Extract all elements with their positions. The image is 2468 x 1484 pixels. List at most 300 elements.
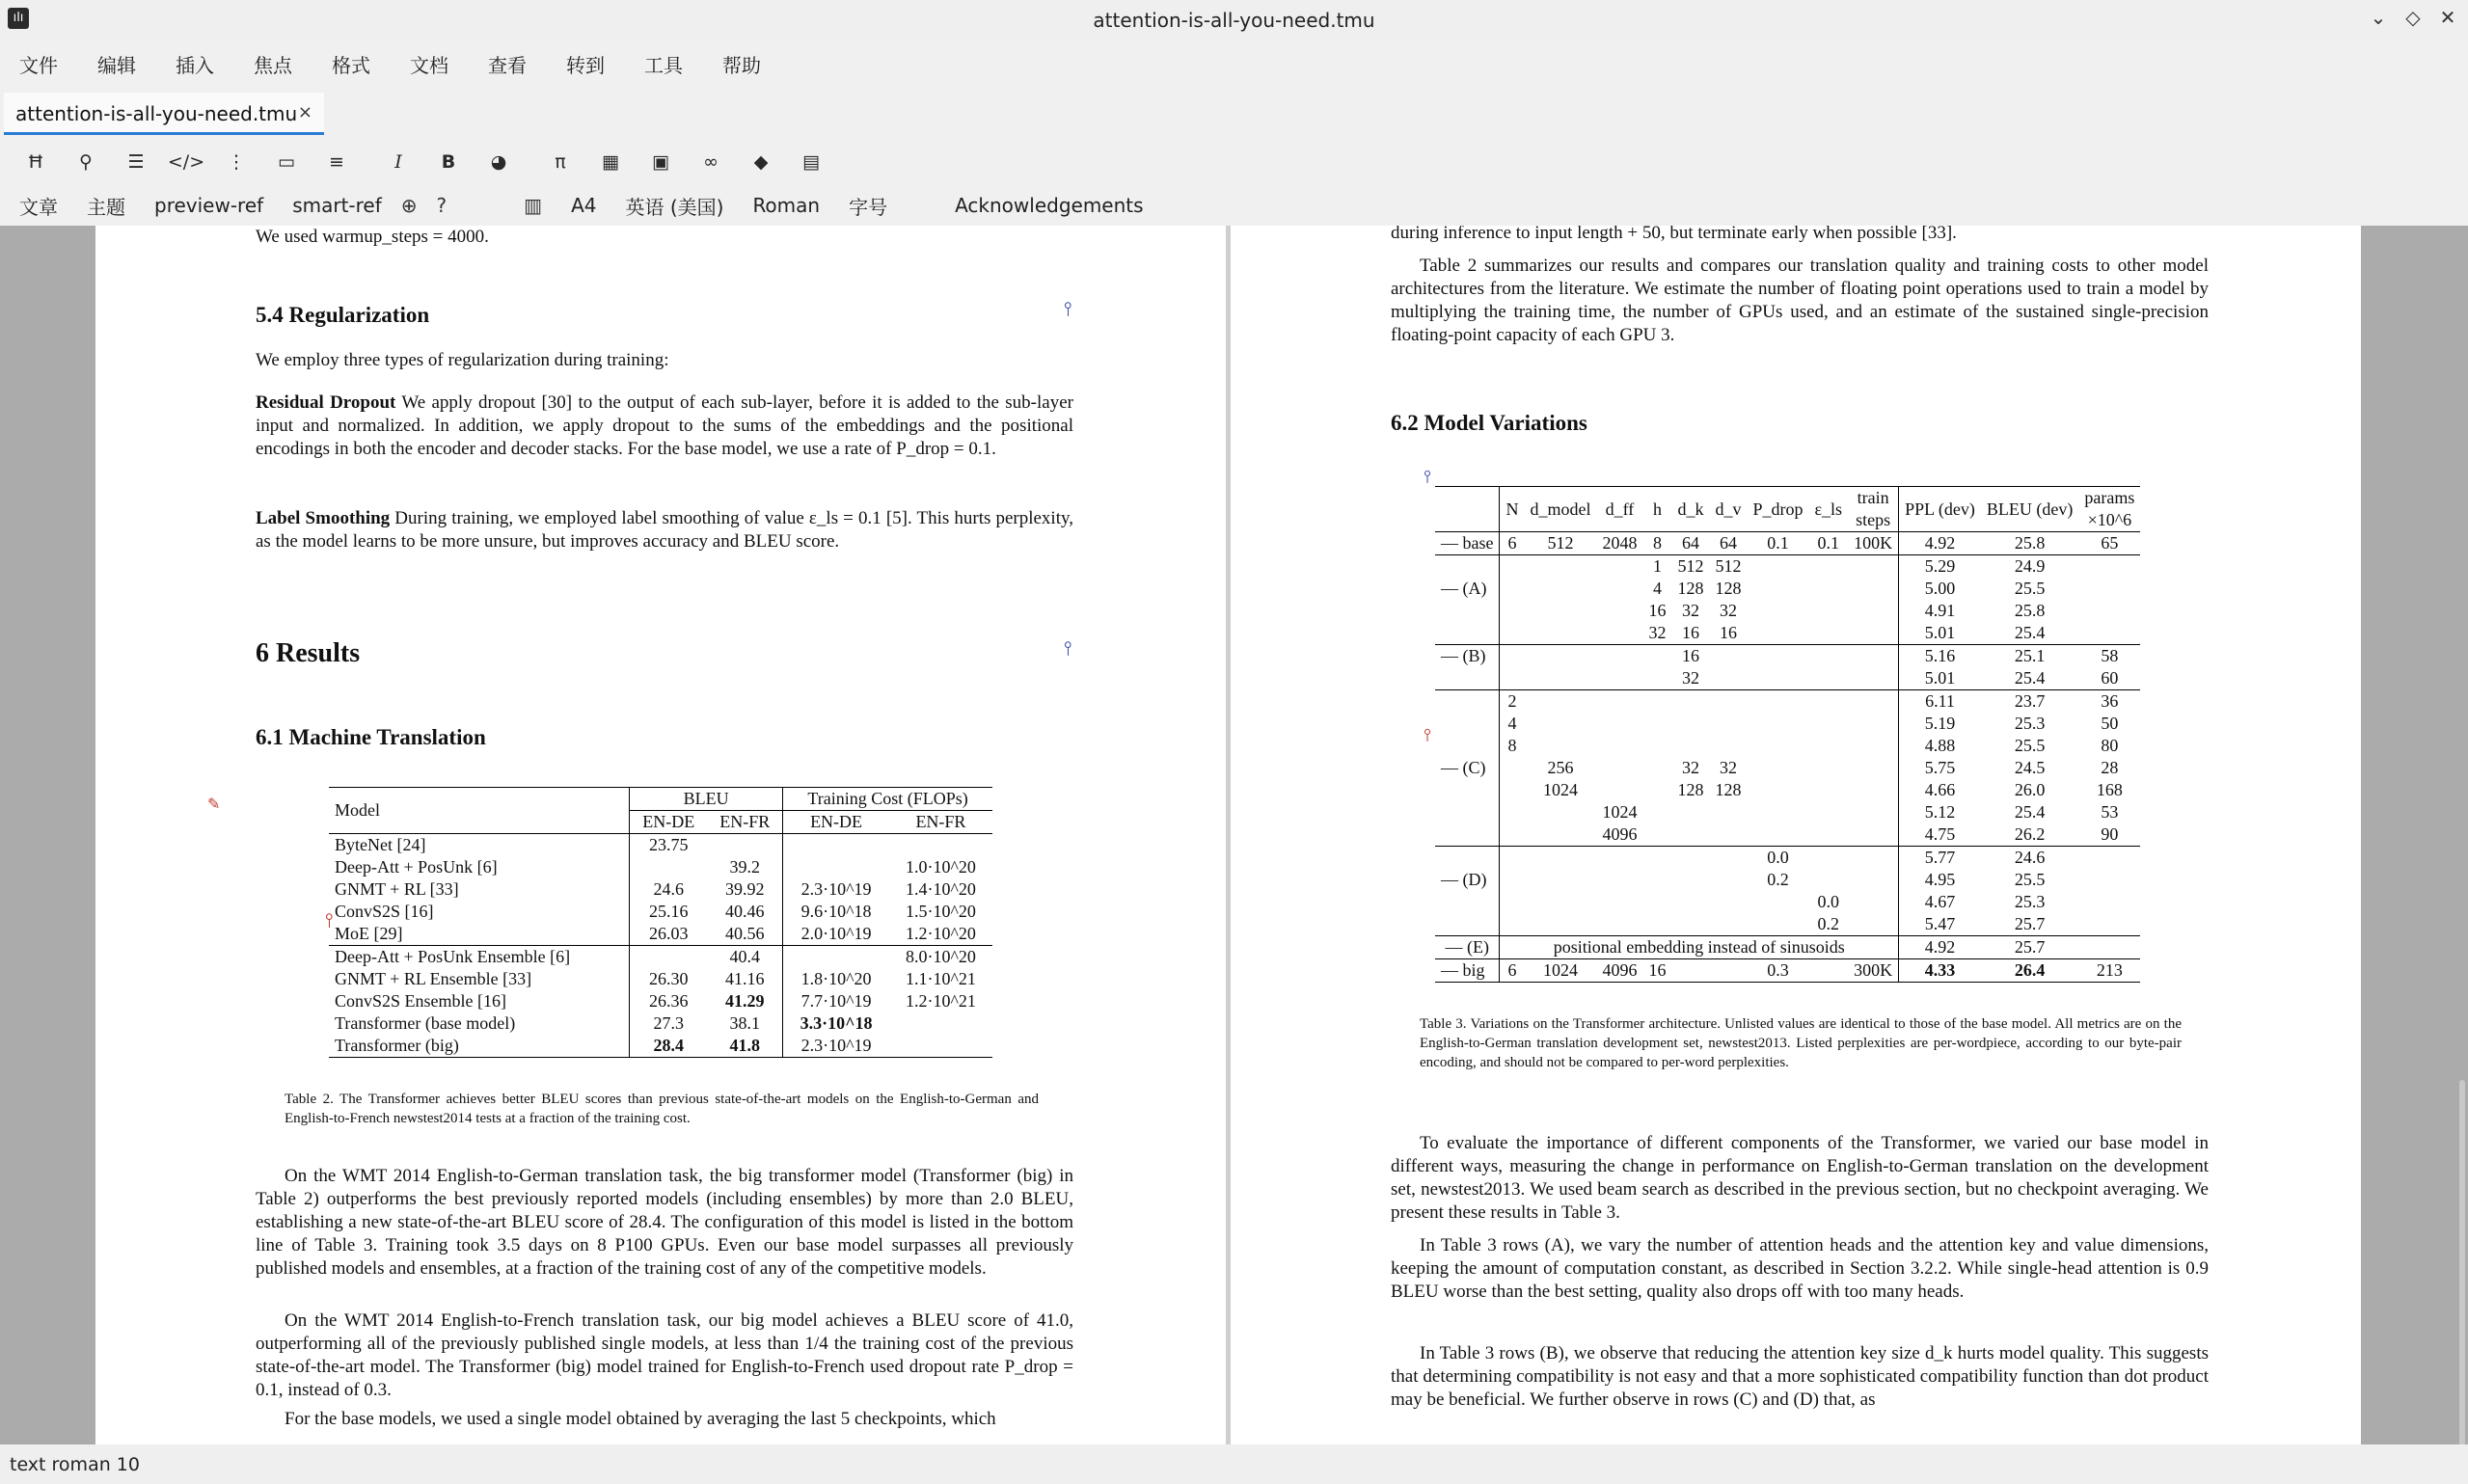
label-smoothing-body: During training, we employed label smoothing of value ε_ls = 0.1 [5]. This hurts perplexity, as the model learns to be more unsure, but improves accuracy and BLEU score. xyxy=(256,508,1074,552)
page-icon[interactable]: ▥ xyxy=(524,194,543,217)
table-cell: 4.88 xyxy=(1899,735,1981,757)
table-cell xyxy=(1747,913,1808,936)
title-bar xyxy=(0,0,2468,39)
table-cell: GNMT + RL Ensemble [33] xyxy=(335,969,532,988)
header-icon[interactable]: Ħ xyxy=(27,151,44,173)
table-cell xyxy=(1596,869,1642,891)
table-row xyxy=(1435,779,2140,801)
table-cell xyxy=(1848,555,1899,579)
residual-dropout-heading: Residual Dropout xyxy=(256,392,396,413)
section-marker-icon[interactable]: ⫯ xyxy=(1064,638,1072,660)
section-marker-icon[interactable]: ⫯ xyxy=(1064,299,1072,320)
page-right[interactable] xyxy=(1231,226,2361,1444)
table-cell xyxy=(630,856,708,878)
table-cell: 26.4 xyxy=(2014,960,2046,980)
table-header-row xyxy=(1435,487,2140,532)
table-cell xyxy=(1747,891,1808,913)
table-marker-icon[interactable]: ⫯ xyxy=(1424,725,1431,744)
table-cell: — big xyxy=(1441,960,1485,980)
table-cell xyxy=(1596,645,1642,668)
table-row xyxy=(1435,735,2140,757)
table-marker-icon[interactable]: ⫯ xyxy=(1424,467,1431,486)
table-header-cell: P_drop xyxy=(1752,499,1804,519)
table-cell: 2 xyxy=(1500,690,1525,714)
table-cell: 32 xyxy=(1719,601,1737,620)
table-cell: 4.66 xyxy=(1899,779,1981,801)
section-title[interactable]: Acknowledgements xyxy=(955,194,1144,217)
table-cell xyxy=(1524,801,1596,823)
warmup-text: We used warmup_steps = 4000. xyxy=(256,227,489,247)
style-theme[interactable]: 主题 xyxy=(87,195,125,219)
table-cell: Transformer (base model) xyxy=(335,1013,516,1033)
table-cell: 5.01 xyxy=(1899,622,1981,645)
bold-icon[interactable]: B xyxy=(441,151,456,173)
table-cell xyxy=(1671,713,1709,735)
table-cell: 4.67 xyxy=(1899,891,1981,913)
table-row xyxy=(1435,823,2140,847)
vertical-scrollbar[interactable] xyxy=(2459,1080,2465,1444)
table-header-cell: BLEU (dev) xyxy=(1986,499,2074,519)
table-cell: 5.75 xyxy=(1899,757,1981,779)
table-cell xyxy=(1747,757,1808,779)
table-cell: positional embedding instead of sinusoids xyxy=(1500,936,1899,959)
table-cell: 25.7 xyxy=(2014,914,2046,933)
table-cell: 1.2·10^21 xyxy=(905,991,976,1011)
table-cell xyxy=(1709,847,1747,870)
t2-header-ende: EN-DE xyxy=(630,811,708,834)
table-3-caption: Table 3. Variations on the Transformer architecture. Unlisted values are identical to those of the base model. All metrics are on the English-to-German translation development set, newstest2013. Listed perplexities are per-wordpiece, according to our byte-pair encoding, and should not be compared to per-word perplexities. xyxy=(1420,1016,2182,1070)
table-row xyxy=(1435,578,2140,600)
table-cell: 25.4 xyxy=(2014,802,2046,822)
table-cell xyxy=(1848,869,1899,891)
table-cell xyxy=(1596,600,1642,622)
table-cell: 38.1 xyxy=(729,1013,761,1033)
style-article[interactable]: 文章 xyxy=(19,195,58,219)
table-cell: 8 xyxy=(1500,735,1525,757)
table-cell: 26.2 xyxy=(2014,824,2046,844)
table-cell xyxy=(1671,823,1709,847)
table-cell xyxy=(1848,847,1899,870)
font-size-select[interactable]: 字号 xyxy=(849,195,888,219)
table-cell xyxy=(1671,847,1709,870)
table-cell: 168 xyxy=(2096,780,2123,799)
table-row xyxy=(329,1012,992,1035)
table-row xyxy=(1435,959,2140,983)
minimize-icon[interactable]: ⌄ xyxy=(2370,6,2387,29)
table-cell xyxy=(1747,801,1808,823)
table-cell xyxy=(1809,869,1849,891)
table-cell xyxy=(1524,869,1596,891)
table-header-cell: train steps xyxy=(1856,488,1891,529)
table-cell: 100K xyxy=(1854,533,1893,553)
table-cell: 36 xyxy=(2101,691,2119,711)
table-cell: 28 xyxy=(2101,758,2119,777)
table-cell: 4.33 xyxy=(1899,959,1981,983)
table-cell: 32 xyxy=(1648,623,1667,642)
pin-icon[interactable]: ⚲ xyxy=(79,151,93,173)
maximize-icon[interactable]: ◇ xyxy=(2405,6,2421,29)
tab-close-icon[interactable]: × xyxy=(297,102,312,122)
table-cell xyxy=(1809,578,1849,600)
table-cell xyxy=(1435,847,1500,870)
table-cell: 25.16 xyxy=(630,901,708,923)
table-cell: 32 xyxy=(1681,758,1699,777)
table-3-header xyxy=(1435,487,2140,532)
table-cell xyxy=(1848,891,1899,913)
table-cell: 8.0·10^20 xyxy=(905,947,976,966)
table-cell: 39.2 xyxy=(729,857,761,877)
format-toolbar xyxy=(0,145,847,179)
palette-icon[interactable]: ◕ xyxy=(490,151,507,173)
table-cell xyxy=(1524,622,1596,645)
table-cell xyxy=(1500,823,1525,847)
table-cell: 2048 xyxy=(1602,533,1638,553)
table-cell xyxy=(783,834,889,857)
table-cell: ByteNet [24] xyxy=(335,835,426,854)
table-cell: 8 xyxy=(1652,533,1662,553)
paper-size[interactable]: A4 xyxy=(571,194,597,217)
menu-help[interactable]: 帮助 xyxy=(722,54,761,77)
texmacs-icon[interactable]: ılı xyxy=(8,8,29,29)
table-cell xyxy=(1642,757,1671,779)
table-cell: 28.4 xyxy=(630,1035,708,1058)
table-cell xyxy=(1747,735,1808,757)
table-cell: 24.9 xyxy=(2014,556,2046,576)
table-cell: 25.5 xyxy=(2014,870,2046,889)
table-cell xyxy=(1848,913,1899,936)
table-cell: — (E) xyxy=(1445,937,1489,957)
table-cell xyxy=(1671,959,1709,983)
table-cell xyxy=(1500,622,1525,645)
table-cell: 300K xyxy=(1854,960,1893,980)
table-cell xyxy=(1848,667,1899,690)
table-cell xyxy=(2078,578,2140,600)
table-row xyxy=(329,901,992,923)
table-row xyxy=(1435,622,2140,645)
terminal-icon[interactable]: ▤ xyxy=(802,151,820,173)
table-cell: 25.5 xyxy=(2014,736,2046,755)
table-cell xyxy=(1642,713,1671,735)
table-row xyxy=(329,856,992,878)
table-cell xyxy=(1642,891,1671,913)
table-cell: 128 xyxy=(1677,780,1704,799)
table-cell xyxy=(1642,913,1671,936)
table-3 xyxy=(1435,486,2140,983)
table-cell xyxy=(1524,847,1596,870)
table-header-cell xyxy=(1435,487,1500,532)
table-cell: 1.4·10^20 xyxy=(905,879,976,899)
table-cell: 25.3 xyxy=(2014,892,2046,911)
page-left[interactable] xyxy=(95,226,1226,1444)
table-cell: 2.3·10^19 xyxy=(783,878,889,901)
table-cell: 0.2 xyxy=(1767,870,1789,889)
table-cell: 5.47 xyxy=(1899,913,1981,936)
table-cell xyxy=(1671,869,1709,891)
table-2 xyxy=(329,787,992,1058)
table-cell xyxy=(1642,667,1671,690)
close-icon[interactable]: ✕ xyxy=(2439,6,2456,29)
t2-header-bleu: BLEU xyxy=(630,788,783,811)
table-cell xyxy=(1747,555,1808,579)
table-cell xyxy=(1809,959,1849,983)
table-cell: 1024 xyxy=(1542,960,1578,980)
table-cell xyxy=(1809,757,1849,779)
italic-icon[interactable]: I xyxy=(394,151,402,173)
table-header-cell: d_v xyxy=(1715,499,1742,519)
table-cell xyxy=(1524,555,1596,579)
table-cell: 58 xyxy=(2101,646,2119,665)
table-cell xyxy=(1848,823,1899,847)
ende-paragraph: On the WMT 2014 English-to-German translation task, the big transformer model (Transformer (big) in Table 2) outperforms the best previously reported models (including ensembles) by more than 2.0 BLEU, establishing a new state-of-the-art BLEU score of 28.4. The configuration of this model is listed in the bottom line of Table 3. Training took 3.5 days on 8 P100 GPUs. Even our base model surpasses all previously published models and ensembles, at a fraction of the training cost of any of the competitive models. xyxy=(256,1166,1073,1279)
table-cell xyxy=(1524,891,1596,913)
table-cell: 2.3·10^19 xyxy=(783,1035,889,1058)
table-cell xyxy=(1809,600,1849,622)
table-cell xyxy=(707,834,782,857)
table-row xyxy=(1435,757,2140,779)
table-cell xyxy=(1709,959,1747,983)
table-icon[interactable]: ▦ xyxy=(602,151,619,173)
document-area[interactable] xyxy=(0,226,2468,1444)
table-cell: 3.3·10^18 xyxy=(783,1012,889,1035)
table-2-caption: Table 2. The Transformer achieves better BLEU scores than previous state-of-the-art models on the English-to-German and English-to-French newstest2014 tests at a fraction of the training cost. xyxy=(285,1092,1039,1126)
table-row xyxy=(329,923,992,946)
table-cell: 41.8 xyxy=(729,1036,761,1055)
math-icon[interactable]: π xyxy=(555,151,566,173)
table-cell xyxy=(1596,913,1642,936)
table-cell: — (C) xyxy=(1441,758,1486,777)
table-2-summary-paragraph: Table 2 summarizes our results and compares our translation quality and training costs to other model architectures from the literature. We estimate the number of floating point operations used to train a model by multiplying the training time, the number of GPUs used, and an estimate of the sustained single-precision floating-point capacity of each GPU 3. xyxy=(1391,256,2209,345)
table-cell: — (B) xyxy=(1441,646,1486,665)
table-cell xyxy=(1596,555,1642,579)
table-cell xyxy=(1642,869,1671,891)
table-cell xyxy=(1809,622,1849,645)
menu-bar xyxy=(0,46,781,81)
table-cell: 25.5 xyxy=(2014,579,2046,598)
residual-dropout-paragraph xyxy=(256,391,1073,461)
table-cell xyxy=(1709,891,1747,913)
table-cell xyxy=(2078,869,2140,891)
table-cell: 32 xyxy=(1681,601,1699,620)
table-cell: 4 xyxy=(1652,579,1662,598)
table-cell xyxy=(1709,735,1747,757)
table-cell xyxy=(1747,578,1808,600)
table-cell: 5.77 xyxy=(1899,847,1981,870)
table-cell: 53 xyxy=(2101,802,2119,822)
table-row xyxy=(1435,869,2140,891)
table-cell xyxy=(1848,690,1899,714)
table-row xyxy=(1435,936,2140,959)
add-package-icon[interactable]: ⊕ xyxy=(400,194,418,217)
menu-focus[interactable]: 焦点 xyxy=(254,54,292,77)
table-cell xyxy=(1435,600,1500,622)
label-smoothing-heading: Label Smoothing xyxy=(256,508,391,528)
table-cell xyxy=(1435,713,1500,735)
table-cell xyxy=(889,1035,992,1058)
table-cell xyxy=(1596,757,1642,779)
table-cell xyxy=(1848,713,1899,735)
document-tab[interactable] xyxy=(4,93,324,135)
table-cell xyxy=(1848,622,1899,645)
table-cell xyxy=(1596,667,1642,690)
table-cell: 9.6·10^18 xyxy=(783,901,889,923)
table-cell: 6.11 xyxy=(1899,690,1981,714)
package-smart-ref[interactable]: smart-ref xyxy=(292,194,382,217)
edit-marker-icon[interactable]: ✎ xyxy=(207,796,221,813)
table-cell xyxy=(783,946,889,969)
table-cell: 24.6 xyxy=(630,878,708,901)
table-cell: 128 xyxy=(1677,579,1704,598)
menu-file[interactable]: 文件 xyxy=(19,54,58,77)
table-cell xyxy=(2078,600,2140,622)
table-cell: 40.46 xyxy=(725,902,765,921)
table-header-cell: h xyxy=(1652,499,1662,519)
list-icon[interactable]: ☰ xyxy=(127,151,145,173)
menu-document[interactable]: 文档 xyxy=(410,54,448,77)
table-cell: 5.00 xyxy=(1899,578,1981,600)
comment-icon[interactable]: ▭ xyxy=(278,151,295,173)
table-header-cell: ε_ls xyxy=(1814,499,1843,519)
table-cell: 27.3 xyxy=(630,1012,708,1035)
table-cell: 6 xyxy=(1500,959,1525,983)
table-cell: 24.6 xyxy=(2014,848,2046,867)
table-cell xyxy=(1848,757,1899,779)
table-cell xyxy=(1747,600,1808,622)
table-row xyxy=(329,878,992,901)
table-cell: 0.0 xyxy=(1767,848,1789,867)
table-cell xyxy=(1747,823,1808,847)
table-cell: 4.75 xyxy=(1899,823,1981,847)
table-row xyxy=(1435,913,2140,936)
table-cell xyxy=(1709,667,1747,690)
table-cell xyxy=(1671,690,1709,714)
table-cell: 41.29 xyxy=(725,991,765,1011)
table-cell xyxy=(1848,578,1899,600)
table-cell xyxy=(1500,578,1525,600)
code-icon[interactable]: </> xyxy=(167,151,205,173)
table-cell: 512 xyxy=(1715,556,1742,576)
table-cell xyxy=(1709,690,1747,714)
table-cell xyxy=(1671,891,1709,913)
table-cell xyxy=(1435,891,1500,913)
table-cell xyxy=(1848,600,1899,622)
table-cell: 256 xyxy=(1547,758,1574,777)
table-cell: MoE [29] xyxy=(335,924,403,943)
table-header-cell: d_ff xyxy=(1605,499,1635,519)
table-row xyxy=(329,990,992,1012)
table-row xyxy=(329,834,992,857)
table-cell: 16 xyxy=(1681,646,1699,665)
table-cell xyxy=(1524,823,1596,847)
table-cell xyxy=(889,1012,992,1035)
font-select[interactable]: Roman xyxy=(752,194,821,217)
table-cell: 64 xyxy=(1719,533,1737,553)
table-cell: ConvS2S Ensemble [16] xyxy=(335,991,506,1011)
table-cell: 7.7·10^19 xyxy=(783,990,889,1012)
table-cell xyxy=(1596,847,1642,870)
language-select[interactable]: 英语 (美国) xyxy=(625,195,724,219)
table-cell: 0.3 xyxy=(1767,960,1789,980)
table-cell: 0.0 xyxy=(1817,892,1840,911)
indent-list-icon[interactable]: ≡ xyxy=(329,151,344,173)
table-cell: 80 xyxy=(2101,736,2119,755)
table-cell: ConvS2S [16] xyxy=(335,902,434,921)
menu-edit[interactable]: 编辑 xyxy=(97,54,136,77)
table-cell xyxy=(889,834,992,857)
menu-insert[interactable]: 插入 xyxy=(176,54,214,77)
table-cell xyxy=(1809,667,1849,690)
table-cell: 25.8 xyxy=(2014,533,2046,553)
table-cell xyxy=(1500,757,1525,779)
rows-a-paragraph: In Table 3 rows (A), we vary the number of attention heads and the attention key and value dimensions, keeping the amount of computation constant, as described in Section 3.2.2. While single-head attention is 0.9 BLEU worse than the best setting, quality also drops off with too many heads. xyxy=(1391,1235,2209,1302)
table-cell xyxy=(1809,645,1849,668)
table-cell: 25.4 xyxy=(2014,623,2046,642)
evaluation-paragraph: To evaluate the importance of different components of the Transformer, we varied our base model in different ways, measuring the change in performance on English-to-German translation on the development set, newstest2013. We used beam search as described in the previous section, but no checkpoint averaging. We present these results in Table 3. xyxy=(1391,1133,2209,1223)
table-cell xyxy=(1642,779,1671,801)
table-cell xyxy=(1671,801,1709,823)
table-row xyxy=(329,1035,992,1058)
menu-tools[interactable]: 工具 xyxy=(644,54,683,77)
table-cell: 23.75 xyxy=(630,834,708,857)
menu-view[interactable]: 查看 xyxy=(488,54,527,77)
table-cell: 5.29 xyxy=(1899,555,1981,579)
table-cell: 16 xyxy=(1648,960,1667,980)
table-cell: 41.16 xyxy=(725,969,765,988)
table-cell xyxy=(1500,645,1525,668)
table-marker-icon[interactable]: ⫯ xyxy=(325,910,334,931)
table-cell: 4.95 xyxy=(1899,869,1981,891)
menu-format[interactable]: 格式 xyxy=(332,54,370,77)
table-cell xyxy=(1809,823,1849,847)
table-cell: 4.92 xyxy=(1899,936,1981,959)
image-icon[interactable]: ▣ xyxy=(652,151,669,173)
table-cell xyxy=(1500,869,1525,891)
table-cell: 39.92 xyxy=(725,879,765,899)
table-cell xyxy=(1500,555,1525,579)
mode-bar xyxy=(0,189,1153,222)
table-cell xyxy=(1524,578,1596,600)
table-cell xyxy=(1596,891,1642,913)
table-cell: 512 xyxy=(1677,556,1704,576)
table-cell: 50 xyxy=(2101,714,2119,733)
table-cell xyxy=(1524,690,1596,714)
enfr-paragraph: On the WMT 2014 English-to-French translation task, our big model achieves a BLEU score of 41.0, outperforming all of the previously published single models, at less than 1/4 the training cost of the previous state-of-the-art model. The Transformer (big) model trained for English-to-French used dropout rate P_drop = 0.1, instead of 0.3. xyxy=(256,1310,1073,1400)
status-text: text roman 10 xyxy=(10,1454,140,1475)
link-icon[interactable]: ∞ xyxy=(703,151,719,173)
menu-go[interactable]: 转到 xyxy=(566,54,605,77)
table-cell xyxy=(1747,713,1808,735)
table-cell: 16 xyxy=(1719,623,1737,642)
table-cell: 1.2·10^20 xyxy=(905,924,976,943)
table-cell xyxy=(1435,690,1500,714)
table-cell: 26.0 xyxy=(2014,780,2046,799)
table-cell xyxy=(1642,645,1671,668)
table-cell xyxy=(1848,645,1899,668)
table-cell xyxy=(1747,622,1808,645)
t2-header-enfr-cost: EN-FR xyxy=(915,812,966,831)
tree-icon[interactable]: ⋮ xyxy=(227,151,246,173)
table-row xyxy=(329,968,992,990)
table-cell xyxy=(1500,801,1525,823)
table-cell xyxy=(1809,690,1849,714)
table-cell xyxy=(1747,667,1808,690)
table-cell xyxy=(1596,578,1642,600)
package-preview-ref[interactable]: preview-ref xyxy=(154,194,264,217)
table-cell xyxy=(1848,779,1899,801)
base-models-paragraph: For the base models, we used a single model obtained by averaging the last 5 checkpoints, which xyxy=(285,1409,996,1429)
eraser-icon[interactable]: ◆ xyxy=(753,151,769,173)
help-icon[interactable]: ? xyxy=(436,194,447,217)
table-cell xyxy=(630,946,708,969)
